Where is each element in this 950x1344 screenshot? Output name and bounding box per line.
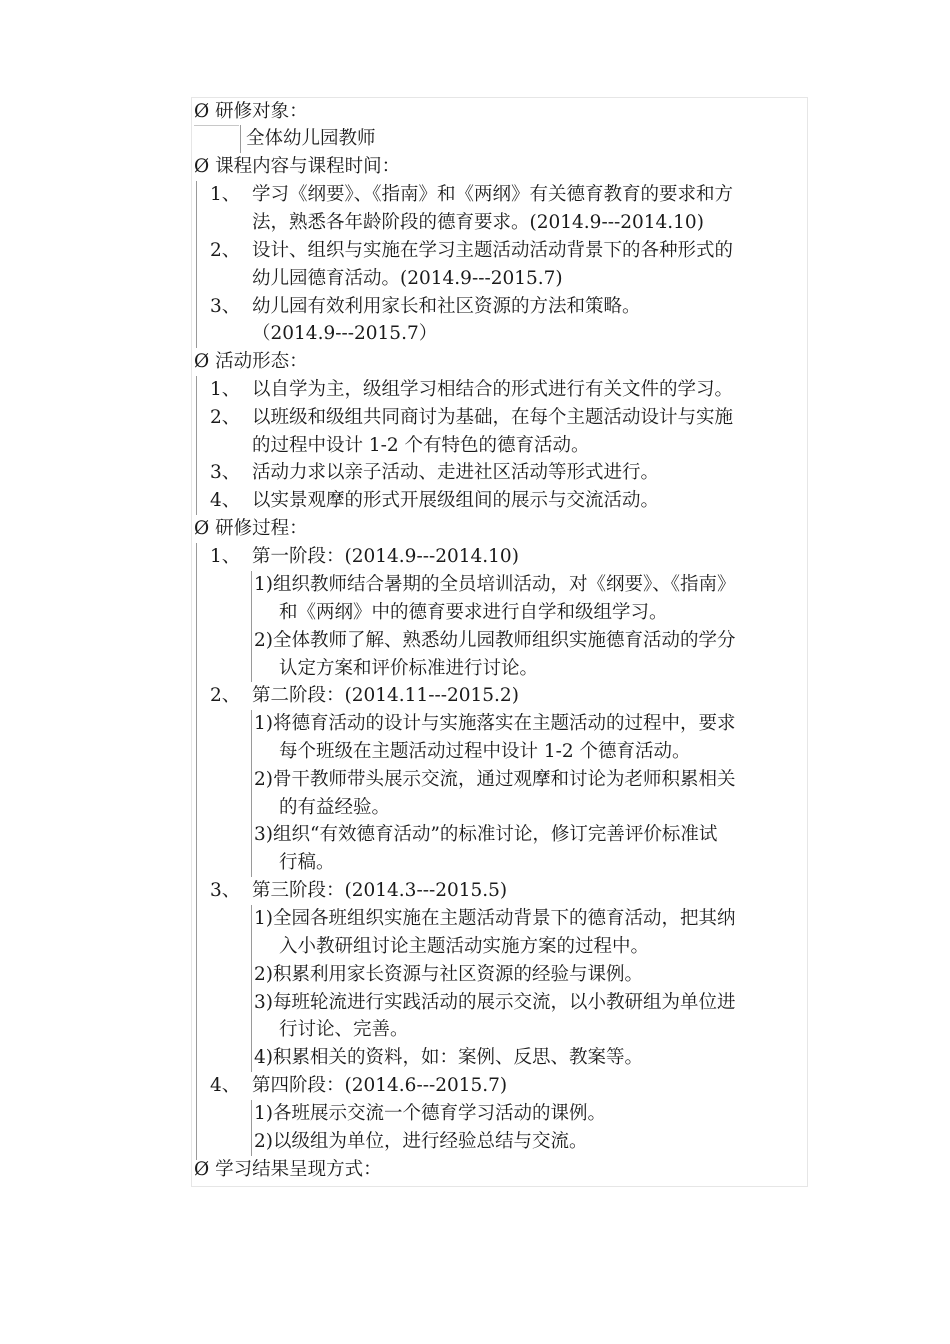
list-number: 4、: [210, 490, 241, 511]
list-number: 2、: [210, 685, 241, 706]
sub-item-text: 1)将德育活动的设计与实施落实在主题活动的过程中，要求: [254, 713, 736, 734]
bullet: Ø: [194, 101, 210, 122]
table-rule: [196, 376, 197, 515]
sub-item-text: 2)积累利用家长资源与社区资源的经验与课例。: [254, 964, 643, 985]
sub-item-text: 入小教研组讨论主题活动实施方案的过程中。: [279, 936, 650, 957]
section-heading-course: Ø 课程内容与课程时间：: [194, 156, 401, 177]
list-item-text: 法，熟悉各年龄阶段的德育要求。(2014.9---2014.10): [252, 212, 704, 233]
list-item-text: 活动力求以亲子活动、走进社区活动等形式进行。: [252, 462, 660, 483]
list-number: 4、: [210, 1075, 241, 1096]
sub-item-text: 2)以级组为单位，进行经验总结与交流。: [254, 1131, 588, 1152]
list-number: 2、: [210, 240, 241, 261]
list-number: 2、: [210, 407, 241, 428]
table-rule: [196, 543, 197, 1160]
bullet: Ø: [194, 156, 210, 177]
sub-item-text: 1)组织教师结合暑期的全员培训活动，对《纲要》、《指南》: [254, 574, 736, 595]
sub-item-text: 2)全体教师了解、熟悉幼儿园教师组织实施德育活动的学分: [254, 630, 736, 651]
list-item-text: 以实景观摩的形式开展级组间的展示与交流活动。: [252, 490, 660, 511]
sub-item-text: 3)每班轮流进行实践活动的展示交流，以小教研组为单位进: [254, 992, 736, 1013]
list-number: 3、: [210, 462, 241, 483]
sub-item-text: 3)组织“有效德育活动”的标准讨论，修订完善评价标准试: [254, 824, 718, 845]
bullet: Ø: [194, 351, 210, 372]
section-heading-activity: Ø 活动形态：: [194, 351, 308, 372]
list-item-text: 的过程中设计 1-2 个有特色的德育活动。: [252, 435, 590, 456]
list-item-text: 学习《纲要》、《指南》和《两纲》有关德育教育的要求和方: [252, 184, 734, 205]
table-rule: [194, 125, 239, 126]
list-number: 3、: [210, 880, 241, 901]
phase-title: 第一阶段：(2014.9---2014.10): [252, 546, 519, 567]
list-item-text: 幼儿园德育活动。(2014.9---2015.7): [252, 268, 563, 289]
list-number: 1、: [210, 379, 241, 400]
sub-item-text: 4)积累相关的资料，如：案例、反思、教案等。: [254, 1047, 643, 1068]
sub-item-text: 和《两纲》中的德育要求进行自学和级组学习。: [279, 602, 668, 623]
sub-item-text: 2)骨干教师带头展示交流，通过观摩和讨论为老师积累相关: [254, 769, 736, 790]
section-heading-target: Ø 研修对象：: [194, 101, 308, 122]
list-number: 3、: [210, 296, 241, 317]
bullet: Ø: [194, 518, 210, 539]
table-rule: [251, 1100, 252, 1156]
phase-title: 第二阶段：(2014.11---2015.2): [252, 685, 519, 706]
sub-item-text: 认定方案和评价标准进行讨论。: [279, 658, 539, 679]
list-item-text: （2014.9---2015.7）: [252, 323, 438, 344]
sub-item-text: 行稿。: [279, 852, 335, 873]
phase-title: 第四阶段：(2014.6---2015.7): [252, 1075, 508, 1096]
sub-item-text: 的有益经验。: [279, 797, 391, 818]
phase-title: 第三阶段：(2014.3---2015.5): [252, 880, 508, 901]
table-rule: [196, 181, 197, 348]
list-number: 1、: [210, 184, 241, 205]
table-rule: [251, 905, 252, 1072]
table-rule: [251, 571, 252, 682]
section-heading-process: Ø 研修过程：: [194, 518, 308, 539]
sub-item-text: 1)全园各班组织实施在主题活动背景下的德育活动，把其纳: [254, 908, 736, 929]
list-item-text: 幼儿园有效利用家长和社区资源的方法和策略。: [252, 296, 641, 317]
table-rule: [240, 125, 241, 153]
sub-item-text: 1)各班展示交流一个德育学习活动的课例。: [254, 1103, 606, 1124]
sub-item-text: 行讨论、完善。: [279, 1019, 409, 1040]
table-rule: [251, 710, 252, 877]
bullet: Ø: [194, 1159, 210, 1180]
list-item-text: 设计、组织与实施在学习主题活动活动背景下的各种形式的: [252, 240, 734, 261]
section-heading-results: Ø 学习结果呈现方式：: [194, 1159, 382, 1180]
list-number: 1、: [210, 546, 241, 567]
sub-item-text: 每个班级在主题活动过程中设计 1-2 个德育活动。: [279, 741, 691, 762]
list-item-text: 以自学为主，级组学习相结合的形式进行有关文件的学习。: [252, 379, 734, 400]
list-item-text: 以班级和级组共同商讨为基础，在每个主题活动设计与实施: [252, 407, 734, 428]
target-text: 全体幼儿园教师: [246, 128, 376, 149]
